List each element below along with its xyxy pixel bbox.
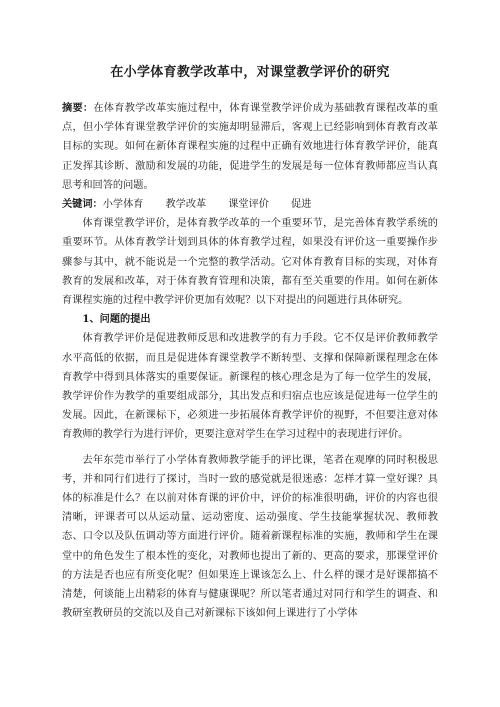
intro-paragraph: 体育课堂教学评价，是体育教学改革的一个重要环节，是完善体育教学系统的重要环节。从体育教学计划到具体的体育教学过程，如果没有评价这一重要操作步骤参与其中，就不能说是一个完整的教学活动。它对体育教育目标的实现，对体育教育的发展和改革，对于体育教育管理和决策，都有至关重要的作用。如何在新体育课程实施的过程中教学评价更加有效呢？以下对提出的问题进行具体研究。	[62, 218, 438, 307]
keyword-item: 课堂评价	[228, 199, 269, 211]
abstract-label: 摘要：	[62, 102, 94, 114]
keywords-label: 关键词：	[62, 198, 103, 211]
keywords-line	[62, 195, 438, 214]
body-paragraph: 去年东莞市举行了小学体育教师教学能手的评比课，笔者在观摩的同时积极思考，并和同行们进行了探讨，当时一致的感觉就是很迷惑：怎样才算一堂好课？具体的标准是什么？在以前对体育课的评价中，评价的标准很明确，评价的内容也很清晰，评课者可以从运动量、运动密度、运动强度、学生技能掌握状况、教师教态、口令以及队伍调动等方面进行评价。随着新课程标准的实施，教师和学生在课堂中的角色发生了根本性的变化，对教师也提出了新的、更高的要求，那课堂评价的方法是否也应有所变化呢？但如果连上课该怎么上、什么样的课才是好课都搞不清楚，何谈能上出精彩的体育与健康课呢？所以笔者通过对同行和学生的调查、和教研室教研员的交流以及自己对新课标下该如何上课进行了小学体	[62, 454, 438, 620]
abstract-text: 在体育教学改革实施过程中，体育课堂教学评价成为基础教育课程改革的重点，但小学体育课堂教学评价的实施却明显滞后，客观上已经影响到体育教育改革目标的实现。如何在新体育课程实施的过程中正确有效地进行体育教学评价，能真正发挥其诊断、激励和发展的功能，促进学生的发展是每一位体育教师都应当认真思考和回答的问题。	[62, 103, 439, 191]
paper-title: 在小学体育教学改革中，对课堂教学评价的研究	[110, 65, 390, 80]
body-paragraph: 体育教学评价是促进教师反思和改进教学的有力手段。它不仅是评价教师教学水平高低的依据，而且是促进体育课堂教学不断转型、支撑和保障新课程理念在体育教学中得到具体落实的重要保证。新课程的核心理念是为了每一位学生的发展，教学评价作为教学的重要组成部分，其出发点和归宿点也应该是促进每一位学生的发展。因此，在新课标下，必须进一步拓展体育教学评价的视野，不但要注意对体育教师的教学行为进行评价，更要注意对学生在学习过程中的表现进行评价。	[62, 333, 438, 441]
abstract	[62, 99, 438, 195]
keyword-item: 小学体育	[102, 199, 144, 211]
keyword-item: 教学改革	[165, 199, 207, 211]
keyword-item: 促进	[291, 199, 312, 211]
section-heading: 1、问题的提出	[82, 313, 151, 326]
